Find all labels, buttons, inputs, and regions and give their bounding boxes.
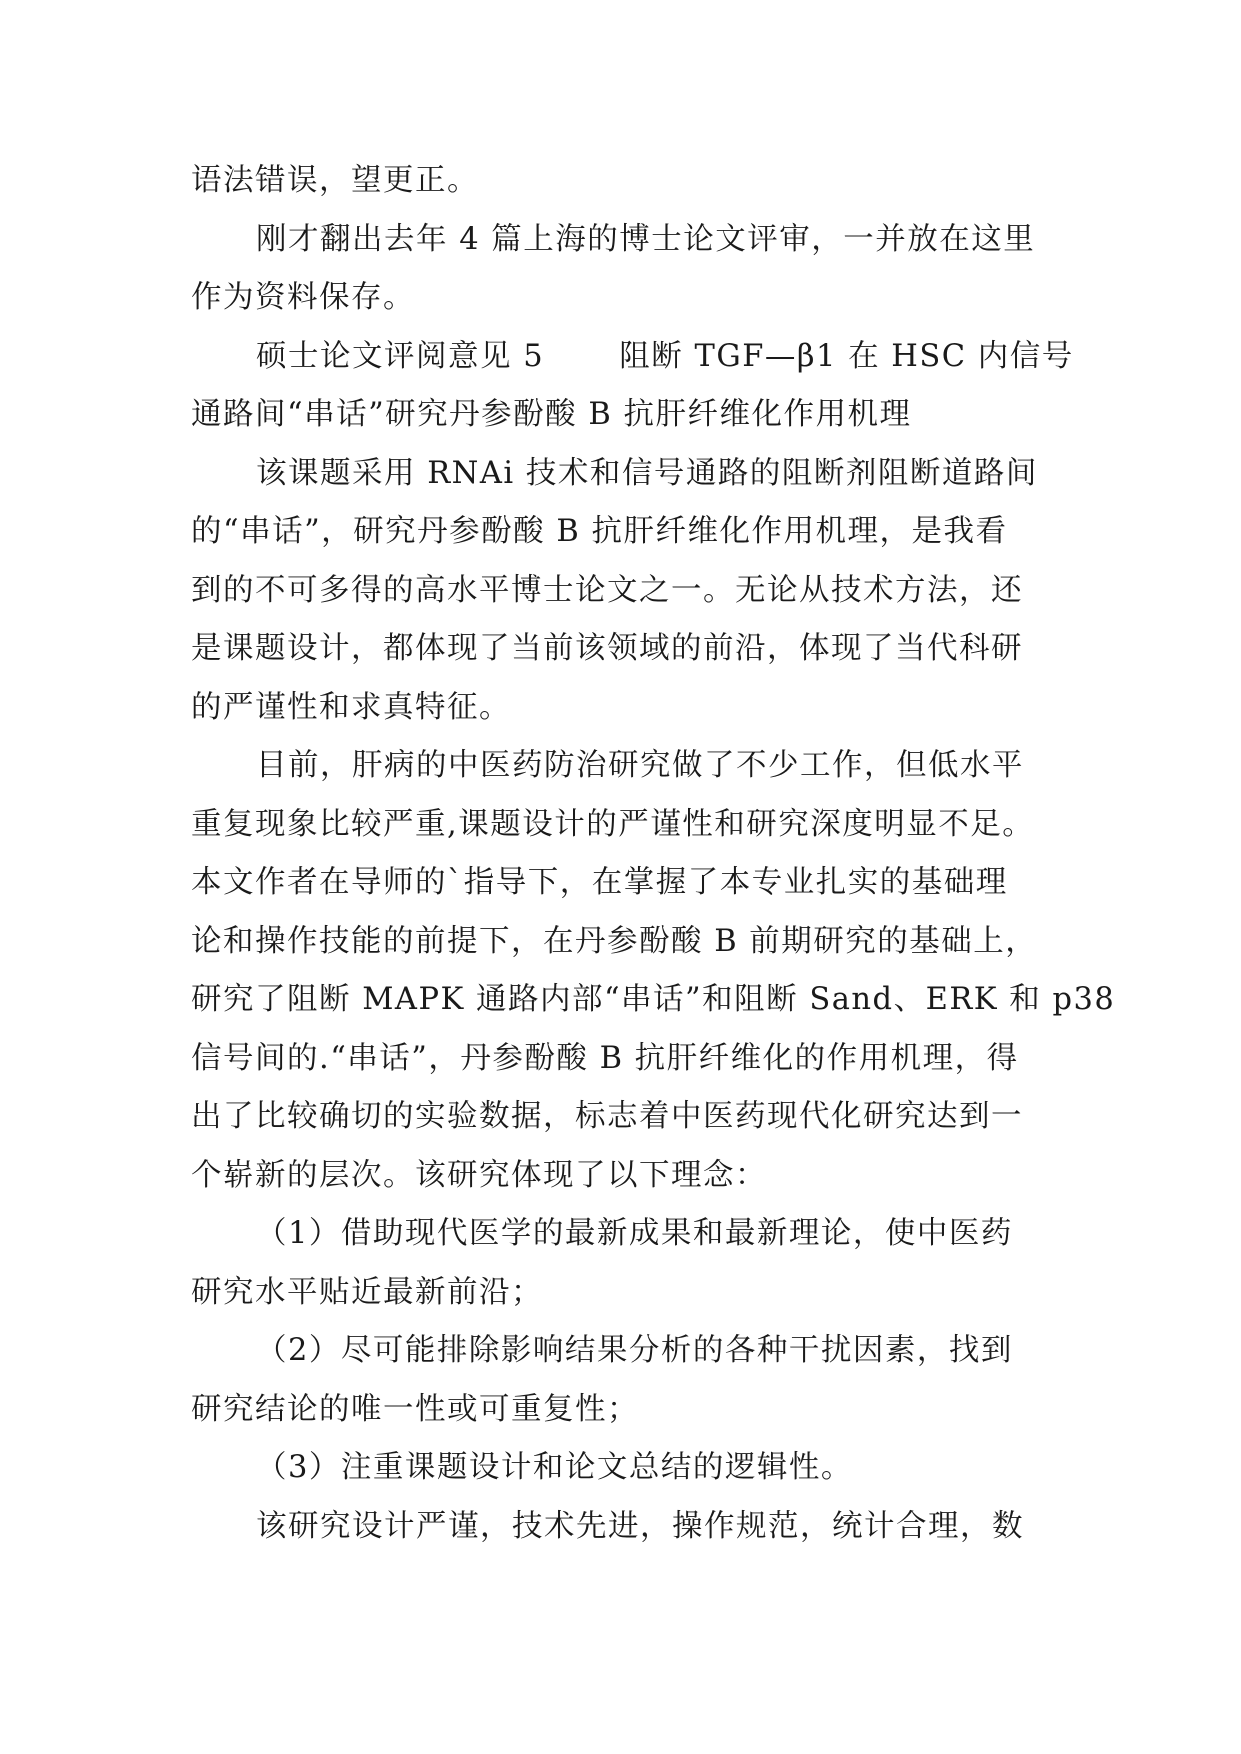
text-line: 的严谨性和求真特征。: [191, 689, 511, 725]
text-line: 该研究设计严谨，技术先进，操作规范，统计合理，数: [256, 1508, 1024, 1544]
text-line: 研究了阻断 MAPK 通路内部“串话”和阻断 Sand、ERK 和 p38: [191, 982, 1116, 1017]
text-line: 是课题设计，都体现了当前该领域的前沿，体现了当代科研: [191, 631, 1023, 666]
document-body: [191, 152, 1116, 1556]
text-line: 本文作者在导师的`指导下，在掌握了本专业扎实的基础理: [191, 865, 1008, 900]
text-line: 研究水平贴近最新前沿；: [191, 1274, 543, 1310]
list-item: （1）借助现代医学的最新成果和最新理论，使中医药: [256, 1216, 1013, 1251]
text-line: 重复现象比较严重,课题设计的严谨性和研究深度明显不足。: [191, 806, 1035, 842]
text-line: 目前，肝病的中医药防治研究做了不少工作，但低水平: [256, 748, 1024, 783]
text-line: 个崭新的层次。该研究体现了以下理念：: [191, 1157, 767, 1193]
text-line: 硕士论文评阅意见 5 阻断 TGF—β1 在 HSC 内信号: [256, 338, 1074, 374]
text-line: 信号间的.“串话”，丹参酚酸 B 抗肝纤维化的作用机理，得: [191, 1040, 1019, 1076]
text-line: 研究结论的唯一性或可重复性；: [191, 1391, 639, 1427]
text-line: 刚才翻出去年 4 篇上海的博士论文评审，一并放在这里: [256, 221, 1036, 257]
list-item: （3）注重课题设计和论文总结的逻辑性。: [256, 1450, 853, 1485]
text-line: 语法错误，望更正。: [191, 163, 479, 198]
text-line: 的“串话”，研究丹参酚酸 B 抗肝纤维化作用机理，是我看: [191, 514, 1008, 549]
text-line: 出了比较确切的实验数据，标志着中医药现代化研究达到一: [191, 1099, 1023, 1134]
text-line: 论和操作技能的前提下，在丹参酚酸 B 前期研究的基础上，: [191, 923, 1038, 959]
text-line: 作为资料保存。: [191, 280, 415, 315]
text-line: 通路间“串话”研究丹参酚酸 B 抗肝纤维化作用机理: [191, 397, 912, 432]
text-line: 该课题采用 RNAi 技术和信号通路的阻断剂阻断道路间: [256, 455, 1038, 491]
text-line: 到的不可多得的高水平博士论文之一。无论从技术方法，还: [191, 572, 1023, 608]
list-item: （2）尽可能排除影响结果分析的各种干扰因素，找到: [256, 1333, 1013, 1368]
